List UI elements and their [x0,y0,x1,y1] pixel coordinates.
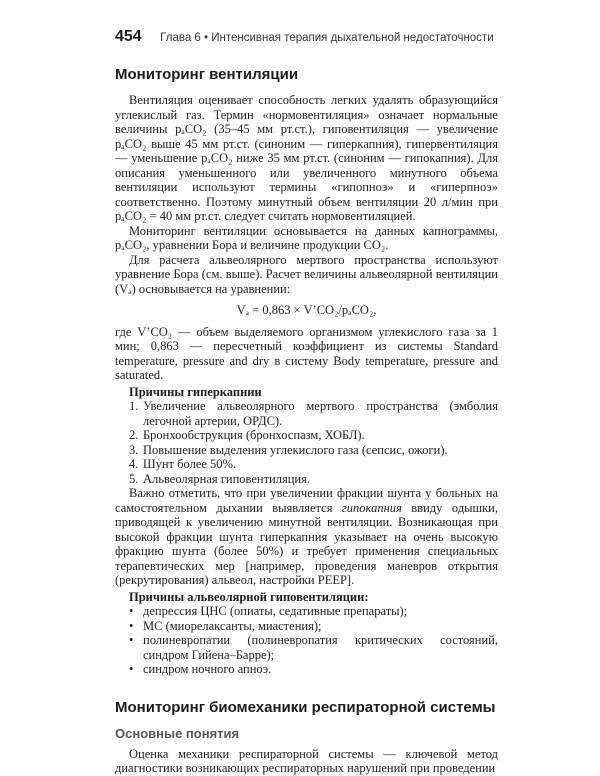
paragraph-biomechanics-intro: Оценка механики респираторной системы — ключевой метод диагностики возникающих респираторных нарушений при проведении [115,746,498,775]
bullet-icon: • [129,604,134,618]
list-item-text: Повышение выделения углекислого газа (сепсис, ожоги). [143,442,448,457]
page-content [115,66,498,776]
hypoventilation-causes-list [115,604,498,677]
paragraph-ventilation-definition: Вентиляция оценивает способность легких удалять образующийся углекислый газ. Термин «нормовентиляция» означает нормальные величины pₐCO₂ (35–45 мм рт.ст.), гиповентиляция — увеличение pₐCO₂ выше 45 мм рт.ст. (синоним — гиперкапния), гипервентиляция — уменьшение pₐCO₂ ниже 35 мм рт.ст. (синоним — гипокапния). Для описания уменьшенного или увеличенного минутного объема вентиляции используют термины «гипопноэ» и «гиперпноэ» соответственно. Поэтому минутный объем вентиляции 20 л/мин при pₐCO₂ = 40 мм рт.ст. следует считать нормовентиляцией. [115,93,498,223]
running-title: Глава 6 • Интенсивная терапия дыхательной недостаточности [160,32,494,44]
list-item-text: синдром ночного апноэ. [143,662,272,676]
paragraph-bohr-equation: Для расчета альвеолярного мертвого пространства используют уравнение Бора (см. выше). Расчет величины альвеолярной вентиляции (Vₐ) основывается на уравнении: [115,252,498,296]
list-number: 2. [129,428,139,442]
list-number: 5. [129,471,139,486]
bullet-icon: • [129,618,134,633]
list-item-text: Увеличение альвеолярного мертвого пространства (эмболия легочной артерии, ОРДС). [143,399,498,428]
list-item [115,604,498,619]
list-number: 3. [129,442,139,457]
section-title-ventilation-monitoring: Мониторинг вентиляции [115,66,299,83]
list-item [115,619,498,634]
list-item [115,443,498,458]
subsection-title-basic-concepts: Основные понятия [115,725,240,741]
page-number: 454 [115,28,142,45]
list-number: 1. [129,399,139,413]
hypercapnia-causes-list [115,399,498,486]
list-item [115,457,498,472]
paragraph-text: ввиду одышки, приводящей к увеличению минутной вентиляции. Возникающая при высокой фракции шунта гиперкапния указывает на очень высокую фракцию шунта (более 50%) и требует применения специальных терапевтических мер [например, проведения маневров открытия (рекрутирования) альвеол, настройки PEEP]. [115,500,498,587]
bullet-icon: • [129,662,134,676]
hypoventilation-causes-heading: Причины альвеолярной гиповентиляции: [129,589,369,604]
alveolar-ventilation-formula: Vₐ = 0,863 × V’CO₂/pₐCO₂, [236,303,377,317]
list-item-text: Альвеолярная гиповентиляция. [143,471,310,486]
section-title-biomechanics: Мониторинг биомеханики респираторной системы [115,698,496,716]
list-item [115,399,498,428]
paragraph-monitoring-basis: Мониторинг вентиляции основывается на данных капнограммы, pₐCO₂, уравнении Бора и величине продукции CO₂. [115,223,498,252]
list-item-text: МС (миорелаксанты, миастения); [143,618,322,633]
emphasis-hypocapnia: гипокапния [341,500,402,515]
bullet-icon: • [129,633,134,647]
list-item-text: полиневропатии (полиневропатия критических состояний, синдром Гийена–Барре); [143,633,498,662]
list-item [115,633,498,662]
list-number: 4. [129,457,139,471]
list-item-text: Бронхообструкция (бронхоспазм, ХОБЛ). [143,428,365,442]
paragraph-shunt-fraction [115,486,498,588]
list-item [115,428,498,443]
running-head [115,28,495,46]
hypercapnia-causes-heading: Причины гиперкапнии [129,384,262,399]
section-spacer [115,677,498,699]
list-item [115,472,498,487]
list-item-text: Шунт более 50%. [143,457,237,471]
list-item [115,662,498,677]
list-item-text: депрессия ЦНС (опиаты, седативные препараты); [143,604,408,618]
paragraph-text: Важно отметить, что при увеличении фракции шунта у больных на самостоятельном дыхании выявляется [115,486,498,515]
paragraph-formula-explanation: где V’CO₂ — объем выделяемого организмом углекислого газа за 1 мин; 0,863 — пересчетный коэффициент из системы Standard temperature, pressure and dry в систему Body temperature, pressure and saturated. [115,324,498,382]
